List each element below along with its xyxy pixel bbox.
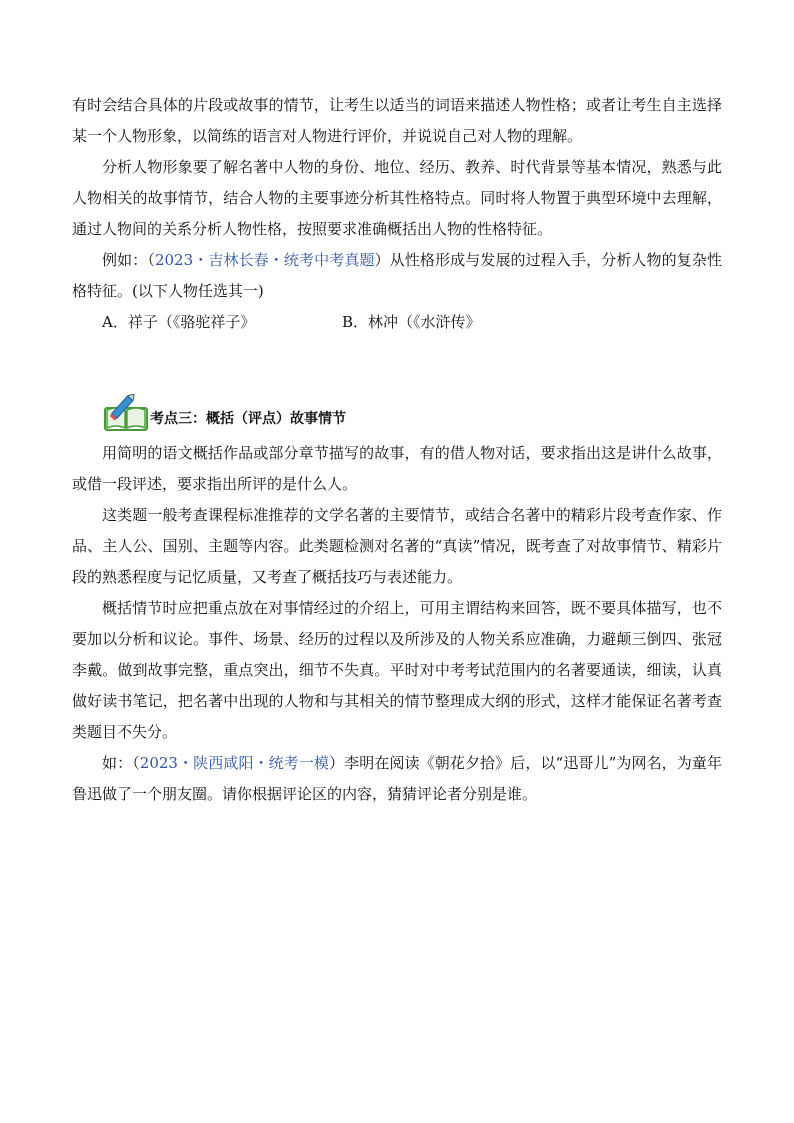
book-pencil-icon — [104, 394, 148, 432]
section-title: 考点三：概括（评点）故事情节 — [150, 411, 346, 427]
section-spacer — [72, 338, 722, 386]
document-content — [72, 90, 722, 810]
example-question-1 — [72, 245, 722, 307]
example-text: ）李明在阅读《朝花夕拾》后，以“迅哥儿”为网名，为童年鲁迅做了一个朋友圈。请你根据评论区的内容，猜猜评论者分别是谁。 — [72, 754, 722, 803]
option-a: A．祥子（《骆驼祥子》 — [102, 313, 256, 331]
section-heading — [104, 394, 722, 432]
example-text: ）从性格形成与发展的过程入手，分析人物的复杂性格特征。(以下人物任选其一) — [72, 251, 722, 300]
option-b: B．林冲（《水浒传》 — [342, 313, 481, 331]
paragraph-analysis: 分析人物形象要了解名著中人物的身份、地位、经历、教养、时代背景等基本情况，熟悉与此人物相关的故事情节，结合人物的主要事迹分析其性格特点。同时将人物置于典型环境中去理解，通过人物间的关系分析人物性格，按照要求准确概括出人物的性格特征。 — [72, 158, 722, 238]
section-paragraph-1: 用简明的语文概括作品或部分章节描写的故事，有的借人物对话，要求指出这是讲什么故事，或借一段评述，要求指出所评的是什么人。 — [72, 444, 722, 493]
example-question-2 — [72, 748, 722, 810]
example-prefix: 如：（ — [102, 754, 140, 772]
example-source-link[interactable]: 2023・陕西咸阳・统考一模 — [139, 754, 330, 772]
answer-options — [72, 307, 722, 338]
example-source-link[interactable]: 2023・吉林长春・统考中考真题 — [154, 251, 375, 269]
section-paragraph-3: 概括情节时应把重点放在对事情经过的介绍上，可用主谓结构来回答，既不要具体描写，也不要加以分析和议论。事件、场景、经历的过程以及所涉及的人物关系应准确，力避颠三倒四、张冠李戴。做到故事完整，重点突出，细节不失真。平时对中考考试范围内的名著要通读，细读，认真做好读书笔记，把名著中出现的人物和与其相关的情节整理成大纲的形式，这样才能保证名著考查类题目不失分。 — [72, 599, 722, 741]
example-prefix: 例如：（ — [102, 251, 155, 269]
paragraph-continued: 有时会结合具体的片段或故事的情节，让考生以适当的词语来描述人物性格；或者让考生自主选择某一个人物形象，以简练的语言对人物进行评价，并说说自己对人物的理解。 — [72, 96, 722, 145]
section-paragraph-2: 这类题一般考查课程标准推荐的文学名著的主要情节，或结合名著中的精彩片段考查作家、作品、主人公、国别、主题等内容。此类题检测对名著的“真读”情况，既考查了对故事情节、精彩片段的熟悉程度与记忆质量，又考查了概括技巧与表述能力。 — [72, 506, 722, 586]
